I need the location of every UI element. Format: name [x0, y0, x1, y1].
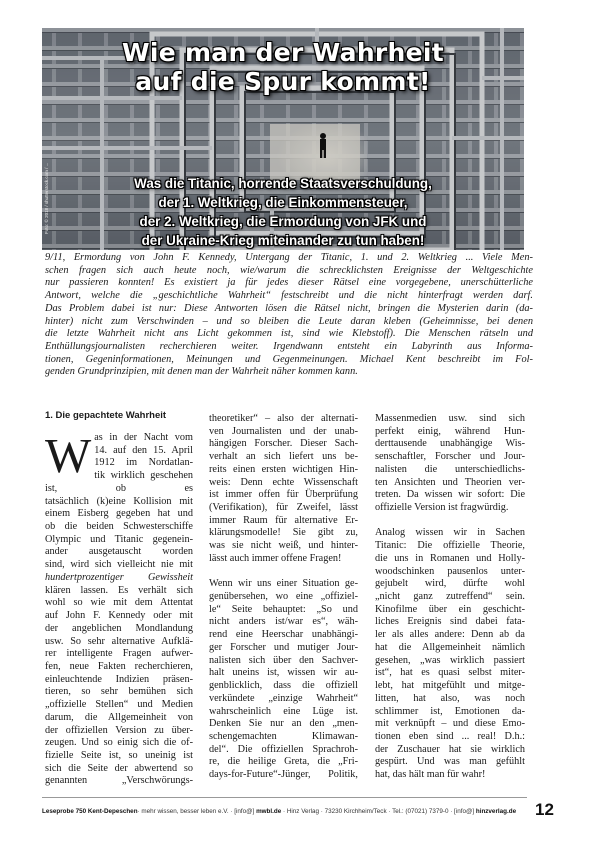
headline-line-1: Wie man der Wahrheit	[121, 38, 445, 67]
body-line: wahrscheinlich eine Lüge ist.	[209, 705, 358, 717]
body-line: Kinofilme über ein geschicht-	[375, 603, 525, 615]
body-line: as in der Nacht vom	[94, 432, 193, 443]
body-line: darum, die Allgemeinheit von	[45, 711, 193, 723]
body-line: 14. auf den 15. April	[94, 444, 193, 456]
intro-line: Antwort, welche die „geschichtliche Wahrheit“ festschreibt und die nicht hinterfragt werden darf.	[45, 290, 533, 302]
body-line: le“ Seite behauptet: „So und	[209, 603, 358, 615]
body-line: hundertprozentiger Gewissheit	[45, 571, 193, 583]
body-line: ten Ansichten und Theorien ver-	[375, 476, 525, 488]
column-1-paragraph	[45, 428, 193, 788]
body-line: tionen eben sind ... real! D.h.:	[375, 730, 525, 742]
hero-image	[42, 28, 524, 250]
body-line: ob die beiden Schwesterschiffe	[45, 521, 193, 533]
body-line: sind, wird sich vielleicht nie mit	[45, 559, 193, 571]
column-3-paragraph-2	[375, 527, 525, 781]
body-line: tik wirklich geschehen ist, ob es	[45, 470, 193, 494]
column-2	[209, 413, 358, 782]
body-line: weis: Denn echte Wissenschaft	[209, 476, 358, 488]
body-line: re, die heilige Greta, die „Fri-	[209, 756, 358, 768]
footer-divider	[42, 797, 527, 798]
body-line: einem Eisberg gegeben hat und	[45, 508, 193, 520]
body-line: die uns in Romanen und Holly-	[375, 552, 525, 564]
body-line: tatsächlich (k)eine Kollision mit	[45, 495, 193, 507]
body-line: ist“, hat es quasi selbst miter-	[375, 667, 525, 679]
headline-line-2: auf die Spur kommt!	[135, 67, 431, 96]
intro-paragraph	[45, 252, 533, 379]
body-line: offizielle Version ist fragwürdig.	[375, 502, 509, 514]
body-line: schlimmer ist, Emotionen da-	[375, 705, 525, 717]
body-line: nalisten sich über den Sachver-	[209, 654, 358, 666]
body-line: Analog wissen wir in Sachen	[375, 527, 525, 539]
body-line: gesehen, „was wirklich passiert	[375, 654, 525, 666]
column-1	[45, 410, 193, 788]
footer-tagline: · mehr wissen, besser leben e.V. · [info@]	[137, 808, 257, 815]
body-line: treten. Da wissen wir sofort: Die	[375, 489, 525, 501]
subheadline-line-2: der 1. Weltkrieg, die Einkommensteuer,	[158, 195, 408, 210]
body-line: der angeblichen Mondlandung	[45, 622, 193, 634]
body-line: der offiziellen Version zu über-	[45, 724, 193, 736]
body-line: derttausende unabhängige Wis-	[375, 438, 525, 450]
body-line: usw. So sehr alternative Aufklä-	[45, 635, 193, 647]
body-line: nalisten die unterschiedlichs-	[375, 463, 525, 475]
body-line: verhalt an sich liefert uns be-	[209, 451, 358, 463]
body-line: tieren, so sehr bemühen sich	[45, 686, 193, 698]
body-line: wohl so wie mit dem Attentat	[45, 597, 193, 609]
body-line: was sie nicht weiß, und hinter-	[209, 540, 358, 552]
body-line: fen, neue Fakten recherchieren,	[45, 660, 193, 672]
body-line: schengemachten Klimawan-	[209, 730, 358, 742]
photo-credit-text: Foto: © 2018 / shutterstock.com / ...	[44, 162, 49, 234]
subheadline-line-1: Was die Titanic, horrende Staatsverschuldung,	[134, 176, 432, 191]
intro-line: Enthüllungsjournalisten recherchieren weiter. Irgendwann entsteht ein Labyrinth aus Informa-	[45, 340, 533, 352]
body-line: genannten „Verschwörungs-	[45, 775, 193, 787]
body-line: gespürt. Und was man gefühlt	[375, 756, 525, 768]
body-line: klären lassen. Es verhält sich	[45, 584, 193, 596]
body-line: liches Ereignis sind dabei fata-	[375, 616, 525, 628]
body-line: nicht anders ist/war es“, wäh-	[209, 616, 358, 628]
intro-line: tionen, Gegeninformationen, Meinungen und Gegenmeinungen. Michael Kent beschreibt im Fol-	[45, 353, 533, 365]
body-line: reits einen ersten wichtigen Hin-	[209, 463, 358, 475]
body-line: senschaftler, Forscher und Jour-	[375, 451, 525, 463]
body-line: mit verknüpft – und diese Emo-	[375, 718, 525, 730]
body-line: halt uneins ist, wissen wir au-	[209, 667, 358, 679]
body-line: rend eine Heerschar unabhängi-	[209, 629, 358, 641]
body-line: hat die Allgemeinheit nämlich	[375, 641, 525, 653]
page-number: 12	[535, 800, 554, 819]
body-line: lebt, hat mitgefühlt und mitge-	[375, 680, 525, 692]
intro-line: schen fragen sich auch heute noch, wie/warum die schrecklichsten Ereignisse der Weltgeschichte	[45, 264, 533, 276]
body-line: Massenmedien usw. sind sich	[375, 413, 525, 424]
column-2-paragraph-1	[209, 413, 358, 566]
column-2-paragraph-2	[209, 578, 358, 782]
body-line: (Verifikation), für Zweifel, lässt	[209, 502, 358, 514]
subheadline	[42, 174, 524, 250]
body-line: 1912 im Nordatlan-	[94, 457, 193, 469]
intro-line: die letzte Wahrheit nicht ans Licht gekommen ist, sind wie Klebstoff). Die Menschen rätseln und	[45, 328, 533, 340]
photo-credit	[44, 162, 54, 240]
body-line: del“. Die offiziellen Sprachroh-	[209, 743, 358, 755]
body-line: fizielle Seite ist, so uneinig ist	[45, 749, 193, 761]
body-line: genblicklich, dass die offiziell	[209, 680, 358, 692]
body-line: days-for-Future“-Jünger, Politik,	[209, 769, 358, 781]
body-line: immer Raum für alternative Er-	[209, 514, 358, 526]
body-line: lässt auch immer offene Fragen!	[209, 552, 342, 564]
footer-brand: Leseprobe 750 Kent-Depeschen	[42, 808, 138, 815]
section-heading: 1. Die gepachtete Wahrheit	[45, 410, 167, 421]
intro-line: hinter) nicht zum Verschwinden – und so bleiben die Leute daran kleben (Geheimnisse, bei denen	[45, 315, 533, 327]
intro-line: genden Grundprinzipien, mit denen man der Wahrheit näher kommen kann.	[45, 366, 358, 378]
subheadline-line-4: der Ukraine-Krieg miteinander zu tun haben!	[141, 233, 425, 248]
body-line: „offizielle Stellen“ und Medien	[45, 699, 193, 711]
body-line: genübersehen, wo eine „offiziel-	[209, 591, 358, 603]
footer	[42, 808, 517, 815]
column-3-paragraph-1	[375, 413, 525, 515]
body-line: klärungsmodelle! Sie gibt zu,	[209, 527, 358, 539]
body-line: hat, das hält man für wahr!	[375, 769, 486, 781]
body-line: hängigen Forscher. Dieser Sach-	[209, 438, 358, 450]
body-line: rer intelligente Fragen aufwer-	[45, 648, 193, 660]
body-line: verkündete „einzige Wahrheit“	[209, 692, 358, 704]
column-3	[375, 413, 525, 782]
body-line: ven Journalisten und der unab-	[209, 425, 358, 437]
body-line: Denken Sie nur an den „men-	[209, 718, 358, 730]
body-line: theoretiker“ – also der alternati-	[209, 413, 358, 424]
body-line: „nicht ganz zutreffend“ sein.	[375, 591, 525, 603]
body-line: auf John F. Kennedy oder mit	[45, 610, 193, 622]
body-line: ist immer offen für Überprüfung	[209, 489, 358, 501]
body-line: einleuchtende Indizien präsen-	[45, 673, 193, 685]
subheadline-line-3: der 2. Weltkrieg, die Ermordung von JFK und	[139, 214, 427, 229]
body-line: ler als alles andere: Denn ab da	[375, 629, 525, 641]
footer-address: · Hinz Verlag · 73230 Kirchheim/Teck · Tel.: (07021) 7379-0 · [info@]	[281, 808, 476, 815]
body-line: sich die Seite der abwertend so	[45, 762, 193, 774]
headline	[42, 38, 524, 96]
body-line: woodschinken pausenlos unter-	[375, 565, 525, 577]
body-line: Titanic: Die offizielle Theorie,	[375, 540, 525, 552]
body-line: Wenn wir uns einer Situation ge-	[209, 578, 358, 590]
footer-link-mwbl[interactable]: mwbl.de	[256, 808, 282, 815]
body-line: litten, hat also, was noch	[375, 692, 525, 704]
footer-link-hinzverlag[interactable]: hinzverlag.de	[475, 808, 517, 815]
body-line: der Zuschauer hat sie wirklich	[375, 743, 525, 755]
body-line: Olympic und Titanic gegenein-	[45, 533, 193, 545]
body-line: ger Forscher und mutiger Jour-	[209, 641, 358, 653]
body-line: gejubelt wird, dürfte wohl	[375, 578, 525, 590]
body-line: perfekt einig, während Hun-	[375, 425, 525, 437]
body-line: ander ausgetauscht worden	[45, 546, 193, 558]
body-line: zeugen. Und so einig sich die of-	[45, 737, 193, 749]
intro-line: 9/11, Ermordung von John F. Kennedy, Untergang der Titanic, 1. und 2. Weltkrieg ... Viele Men-	[45, 252, 533, 263]
intro-line: nur passieren konnten! Es existiert ja für jedes dieser Rätsel eine vorgegebene, unerschütterliche	[45, 277, 533, 289]
intro-line: Das Problem dabei ist nur: Diese Antworten lösen die Rätsel nicht, bringen die Mysterien darin (da-	[45, 302, 533, 314]
drop-cap: W	[45, 428, 92, 483]
